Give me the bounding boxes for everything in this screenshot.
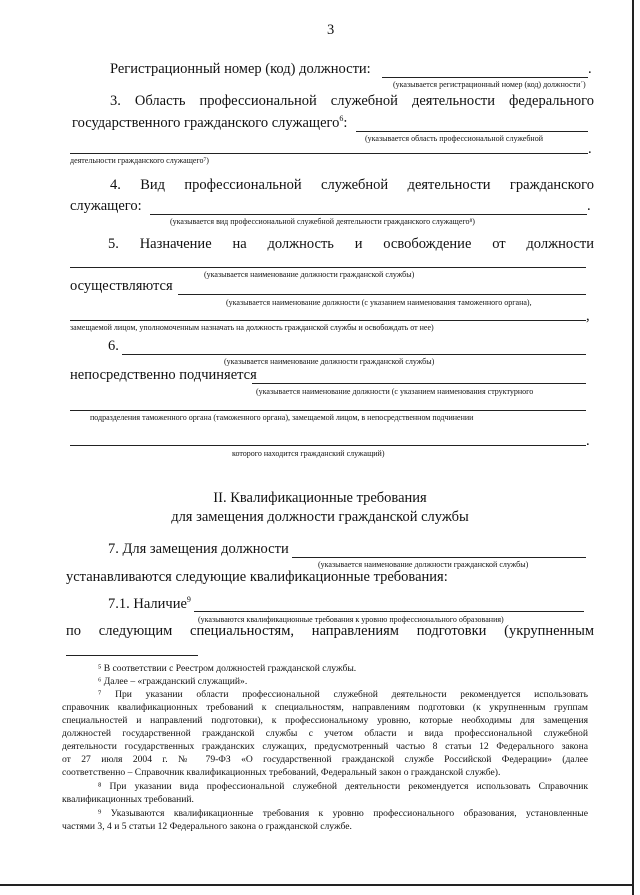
section7-label: 7. Для замещения должности bbox=[108, 541, 289, 557]
reg-number-end: . bbox=[588, 61, 592, 77]
section6-hint4: которого находится гражданский служащий) bbox=[232, 449, 385, 458]
footnote-5: ⁵ В соответствии с Реестром должностей гражданской службы. bbox=[98, 663, 357, 674]
section3-end: . bbox=[588, 141, 592, 157]
section71-hint: (указываются квалификационные требования к уровню профессионального образования) bbox=[198, 615, 504, 624]
section3-hint1: (указывается область профессиональной служебной bbox=[365, 134, 543, 143]
section4-hint: (указывается вид профессиональной служебной деятельности гражданского служащего⁸) bbox=[170, 217, 475, 226]
section6-number: 6. bbox=[108, 338, 119, 354]
section4-label: служащего: bbox=[70, 198, 142, 214]
reg-number-label: Регистрационный номер (код) должности: bbox=[110, 61, 371, 77]
footnote-7-line2: справочник квалификационных требований к специальностям, направлениям подготовки (к укрупненным группам bbox=[62, 702, 588, 713]
footnote-9-line2: частями 3, 4 и 5 статьи 12 Федерального закона о гражданской службе. bbox=[62, 821, 352, 832]
footnote-7-line3: специальностей и направлений подготовки), к профессиональному уровню, которые необходимы для замещения bbox=[62, 715, 588, 726]
page-number: 3 bbox=[327, 22, 335, 38]
section4-field-line bbox=[150, 214, 587, 215]
section71-line2: по следующим специальностям, направлениям подготовки (укрупненным bbox=[66, 623, 594, 639]
reg-number-hint: (указывается регистрационный номер (код) должности´) bbox=[393, 80, 586, 89]
section4-line1: 4. Вид профессиональной служебной деятельности гражданского bbox=[110, 177, 594, 193]
scan-edge-right bbox=[632, 0, 634, 895]
section6-field-line-1 bbox=[122, 354, 586, 355]
section5-hint3: замещаемой лицом, уполномоченным назначать на должность гражданской службы и освобождать от нее) bbox=[70, 323, 434, 332]
section6-hint1: (указывается наименование должности гражданской службы) bbox=[224, 357, 435, 366]
footnote-9-line1: ⁹ Указываются квалификационные требования к уровню профессионального образования, установленные bbox=[98, 808, 588, 819]
section7-hint: (указывается наименование должности гражданской службы) bbox=[318, 560, 529, 569]
section3-field-line bbox=[356, 131, 588, 132]
section-heading-line1: II. Квалификационные требования bbox=[213, 490, 427, 506]
footnote-7-line1: ⁷ При указании области профессиональной служебной деятельности рекомендуется использовать bbox=[98, 689, 588, 700]
footnote-8-line2: квалификационных требований. bbox=[62, 794, 194, 805]
section3-line2: государственного гражданского служащего$^6$: bbox=[72, 114, 348, 131]
section6-field-line-4 bbox=[70, 445, 586, 446]
section6-field-line-3 bbox=[70, 410, 586, 411]
section5-end: , bbox=[586, 308, 590, 324]
section5-hint2: (указывается наименование должности (с указанием наименования таможенного органа), bbox=[226, 298, 532, 307]
footnote-7-line7: соответственно – Справочник квалификационных требований, Федеральный закон о гражданской службе). bbox=[62, 767, 501, 778]
section5-label: осуществляются bbox=[70, 278, 173, 294]
reg-number-field-line bbox=[382, 77, 588, 78]
footnote-separator bbox=[66, 655, 198, 656]
section71-field-line bbox=[194, 611, 584, 612]
section3-field-line-2 bbox=[70, 153, 588, 154]
footnote-7-line5: деятельности государственных гражданских служащих, предусмотренный частью 8 статьи 12 Федерального закона bbox=[62, 741, 588, 752]
section5-hint1: (указывается наименование должности гражданской службы) bbox=[204, 270, 415, 279]
section6-field-line-2 bbox=[252, 383, 586, 384]
footnote-9-mark: 9 bbox=[186, 595, 191, 605]
section5-field-line-1 bbox=[70, 267, 586, 268]
section7-field-line bbox=[292, 557, 586, 558]
section3-hint2: деятельности гражданского служащего⁷) bbox=[70, 156, 209, 165]
section5-line1: 5. Назначение на должность и освобождение от должности bbox=[108, 236, 594, 252]
footnote-7-line4: должностей государственной гражданской службы с учетом области и вида профессиональной служебной bbox=[62, 728, 588, 739]
section6-label: непосредственно подчиняется bbox=[70, 367, 257, 383]
footnote-7-line6: от 27 июля 2004 г. № 79-ФЗ «О государственной гражданской службе Российской Федерации» (далее bbox=[62, 754, 588, 765]
scan-edge-bottom bbox=[0, 884, 634, 886]
footnote-6: ⁶ Далее – «гражданский служащий». bbox=[98, 676, 248, 687]
section71-label: 7.1. Наличие$^9$ bbox=[108, 595, 191, 612]
section5-field-line-2 bbox=[178, 294, 586, 295]
section3-line1: 3. Область профессиональной служебной деятельности федерального bbox=[110, 93, 594, 109]
section6-hint2: (указывается наименование должности (с указанием наименования структурного bbox=[256, 387, 534, 396]
section-heading-line2: для замещения должности гражданской службы bbox=[171, 509, 469, 525]
section6-end: . bbox=[586, 433, 590, 449]
section6-hint3: подразделения таможенного органа (таможенного органа), замещаемой лицом, в непосредственном подчинении bbox=[90, 413, 474, 422]
section7-line2: устанавливаются следующие квалификационные требования: bbox=[66, 569, 448, 585]
footnote-8-line1: ⁸ При указании вида профессиональной служебной деятельности рекомендуется использовать Справочник bbox=[98, 781, 588, 792]
footnote-6-mark: 6 bbox=[339, 114, 344, 124]
section5-field-line-3 bbox=[70, 320, 586, 321]
section4-end: . bbox=[587, 198, 591, 214]
